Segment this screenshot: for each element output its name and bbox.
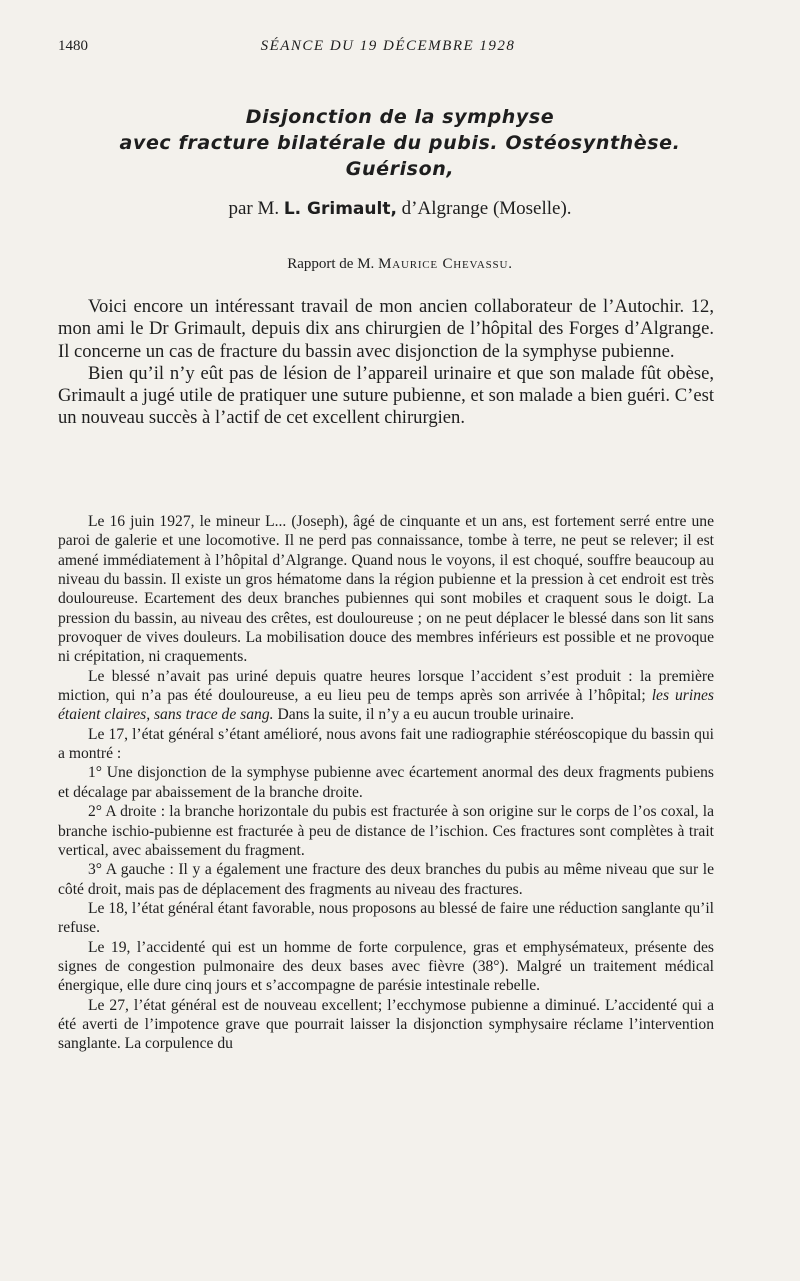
running-title: SÉANCE DU 19 DÉCEMBRE 1928 bbox=[260, 38, 516, 54]
byline bbox=[80, 198, 720, 220]
page-number: 1480 bbox=[58, 38, 88, 54]
body-paragraph bbox=[58, 667, 714, 725]
title-line-1: Disjonction de la symphyse bbox=[245, 106, 555, 128]
article-title bbox=[80, 104, 720, 182]
report-line bbox=[80, 256, 720, 273]
intro-paragraph: Bien qu’il n’y eût pas de lésion de l’appareil urinaire et que son malade fût obèse, Grimault a jugé utile de pratiquer une suture pubienne, et son malade a bien guéri. C’est un nouveau succès à l’actif de cet excellent chirurgien. bbox=[58, 362, 714, 429]
introduction bbox=[58, 296, 714, 430]
body-paragraph: Le 17, l’état général s’étant amélioré, nous avons fait une radiographie stéréoscopique du bassin qui a montré : bbox=[58, 725, 714, 763]
running-header bbox=[58, 38, 718, 60]
author-name: L. Grimault, bbox=[283, 199, 397, 219]
intro-paragraph: Voici encore un intéressant travail de mon ancien collaborateur de l’Autochir. 12, mon ami le Dr Grimault, depuis dix ans chirurgien de l’hôpital des Forges d’Algrange. Il concerne un cas de fracture du bassin avec disjonction de la symphyse pubienne. bbox=[58, 296, 714, 362]
body-paragraph: 1° Une disjonction de la symphyse pubienne avec écartement anormal des deux fragments pubiens et décalage par abaissement de la branche droite. bbox=[58, 764, 714, 801]
body-paragraph: 2° A droite : la branche horizontale du pubis est fracturée à son origine sur le corps de l’os coxal, la branche ischio-pubienne est fracturée à peu de distance de l’ischion. Ces fractures sont complètes à trait vertical, avec abaissement du fragment. bbox=[58, 803, 714, 859]
title-line-2: avec fracture bilatérale du pubis. Ostéosynthèse. bbox=[119, 132, 681, 154]
reporter-name: Maurice Chevassu. bbox=[378, 256, 513, 272]
body-paragraph: Le 27, l’état général est de nouveau excellent; l’ecchymose pubienne a diminué. L’accidenté qui a été averti de l’impotence grave que pourrait laisser la disjonction symphysaire réclame l’intervention sanglante. La corpulence du bbox=[58, 996, 714, 1053]
title-line-3: Guérison, bbox=[345, 158, 455, 180]
case-report bbox=[58, 512, 714, 1054]
body-paragraph: Le 18, l’état général étant favorable, nous proposons au blessé de faire une réduction sanglante qu’il refuse. bbox=[58, 899, 714, 937]
body-paragraph: 3° A gauche : Il y a également une fracture des deux branches du pubis au même niveau que sur le côté droit, mais pas de déplacement des fragments au niveau des fractures. bbox=[58, 861, 714, 898]
body-text: Dans la suite, il n’y a eu aucun trouble urinaire. bbox=[273, 706, 575, 724]
body-text: Le blessé n’avait pas uriné depuis quatre heures lorsque l’accident s’est produit : la première miction, qui n’a pas été douloureuse, a eu lieu peu de temps après son arrivée à l’hôpital; bbox=[58, 667, 714, 705]
byline-suffix: d’Algrange (Moselle). bbox=[396, 198, 572, 219]
report-prefix: Rapport de M. bbox=[287, 256, 379, 272]
italic-emphasis: les urines étaient claires, sans trace de sang. bbox=[58, 687, 714, 724]
byline-prefix: par M. bbox=[228, 198, 284, 219]
body-paragraph: Le 16 juin 1927, le mineur L... (Joseph), âgé de cinquante et un ans, est fortement serré entre une paroi de galerie et une locomotive. Il ne perd pas connaissance, tombe à terre, ne peut se relever; il est amené immédiatement à l’hôpital d’Algrange. Quand nous le voyons, il est choqué, souffre beaucoup au niveau du bassin. Il existe un gros hématome dans la région pubienne et la pression à cet endroit est très douloureuse. Ecartement des deux branches pubiennes qui sont mobiles et craquent sous le doigt. La pression du bassin, au niveau des crêtes, est douloureuse ; on ne peut déplacer le blessé dans son lit sans provoquer de vives douleurs. La mobilisation douce des membres inférieurs est possible et ne provoque ni crépitation, ni craquements. bbox=[58, 513, 714, 666]
body-paragraph: Le 19, l’accidenté qui est un homme de forte corpulence, gras et emphysémateux, présente des signes de congestion pulmonaire des deux bases avec fièvre (38°). Malgré un traitement médical énergique, elle dure cinq jours et s’accompagne de parésie intestinale rebelle. bbox=[58, 938, 714, 995]
